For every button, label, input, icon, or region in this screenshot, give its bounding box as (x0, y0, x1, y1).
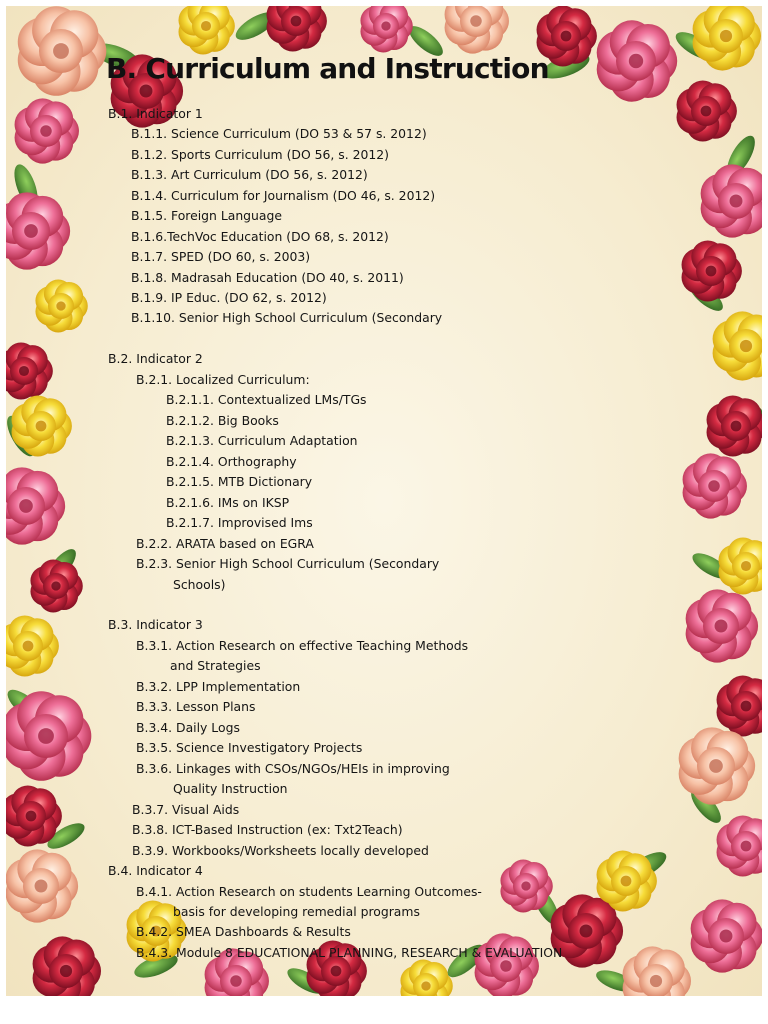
list-item: B.1.4. Curriculum for Journalism (DO 46, s. 2012) (131, 188, 436, 203)
list-item: B.1.10. Senior High School Curriculum (Secondary (131, 310, 443, 325)
page-title: B. Curriculum and Instruction (106, 52, 549, 85)
list-item: B.2.1.4. Orthography (166, 454, 297, 469)
list-item: B.2.1.2. Big Books (166, 413, 279, 428)
list-item: B.3.7. Visual Aids (132, 802, 240, 817)
list-item: B.2.2. ARATA based on EGRA (136, 536, 314, 551)
section-heading: B.4. Indicator 4 (108, 863, 203, 878)
list-item: B.2.1. Localized Curriculum: (136, 372, 310, 387)
section-heading: B.3. Indicator 3 (108, 617, 203, 632)
list-item: B.3.6. Linkages with CSOs/NGOs/HEIs in improving (136, 761, 450, 776)
section-heading: B.1. Indicator 1 (108, 106, 203, 121)
list-item: B.1.6.TechVoc Education (DO 68, s. 2012) (131, 229, 389, 244)
list-item: B.3.5. Science Investigatory Projects (136, 740, 363, 755)
list-item: B.3.8. ICT-Based Instruction (ex: Txt2Teach) (132, 822, 403, 837)
list-item-continuation: Schools) (173, 577, 226, 592)
list-item: B.2.1.6. IMs on IKSP (166, 495, 290, 510)
list-item: B.1.3. Art Curriculum (DO 56, s. 2012) (131, 167, 368, 182)
list-item: B.4.2. SMEA Dashboards & Results (136, 924, 351, 939)
floral-frame (6, 6, 762, 996)
section-heading: B.2. Indicator 2 (108, 351, 203, 366)
list-item: B.3.1. Action Research on effective Teaching Methods (136, 638, 469, 653)
list-item: B.4.1. Action Research on students Learning Outcomes- (136, 884, 482, 899)
list-item: B.2.3. Senior High School Curriculum (Secondary (136, 556, 440, 571)
list-item: B.2.1.7. Improvised Ims (166, 515, 313, 530)
list-item: B.1.5. Foreign Language (131, 208, 282, 223)
list-item: B.1.8. Madrasah Education (DO 40, s. 2011) (131, 270, 404, 285)
list-item: B.1.9. IP Educ. (DO 62, s. 2012) (131, 290, 327, 305)
list-item: B.2.1.3. Curriculum Adaptation (166, 433, 358, 448)
list-item: B.1.2. Sports Curriculum (DO 56, s. 2012) (131, 147, 389, 162)
list-item-continuation: and Strategies (170, 658, 261, 673)
list-item: B.3.3. Lesson Plans (136, 699, 256, 714)
list-item: B.4.3. Module 8 EDUCATIONAL PLANNING, RESEARCH & EVALUATION (136, 945, 563, 960)
list-item: B.2.1.5. MTB Dictionary (166, 474, 313, 489)
list-item-continuation: Quality Instruction (173, 781, 288, 796)
list-item: B.1.1. Science Curriculum (DO 53 & 57 s. 2012) (131, 126, 427, 141)
list-item: B.3.9. Workbooks/Worksheets locally developed (132, 843, 429, 858)
list-item-continuation: basis for developing remedial programs (173, 904, 420, 919)
list-item: B.2.1.1. Contextualized LMs/TGs (166, 392, 367, 407)
list-item: B.3.4. Daily Logs (136, 720, 240, 735)
list-item: B.3.2. LPP Implementation (136, 679, 301, 694)
document-body (6, 6, 762, 996)
list-item: B.1.7. SPED (DO 60, s. 2003) (131, 249, 311, 264)
